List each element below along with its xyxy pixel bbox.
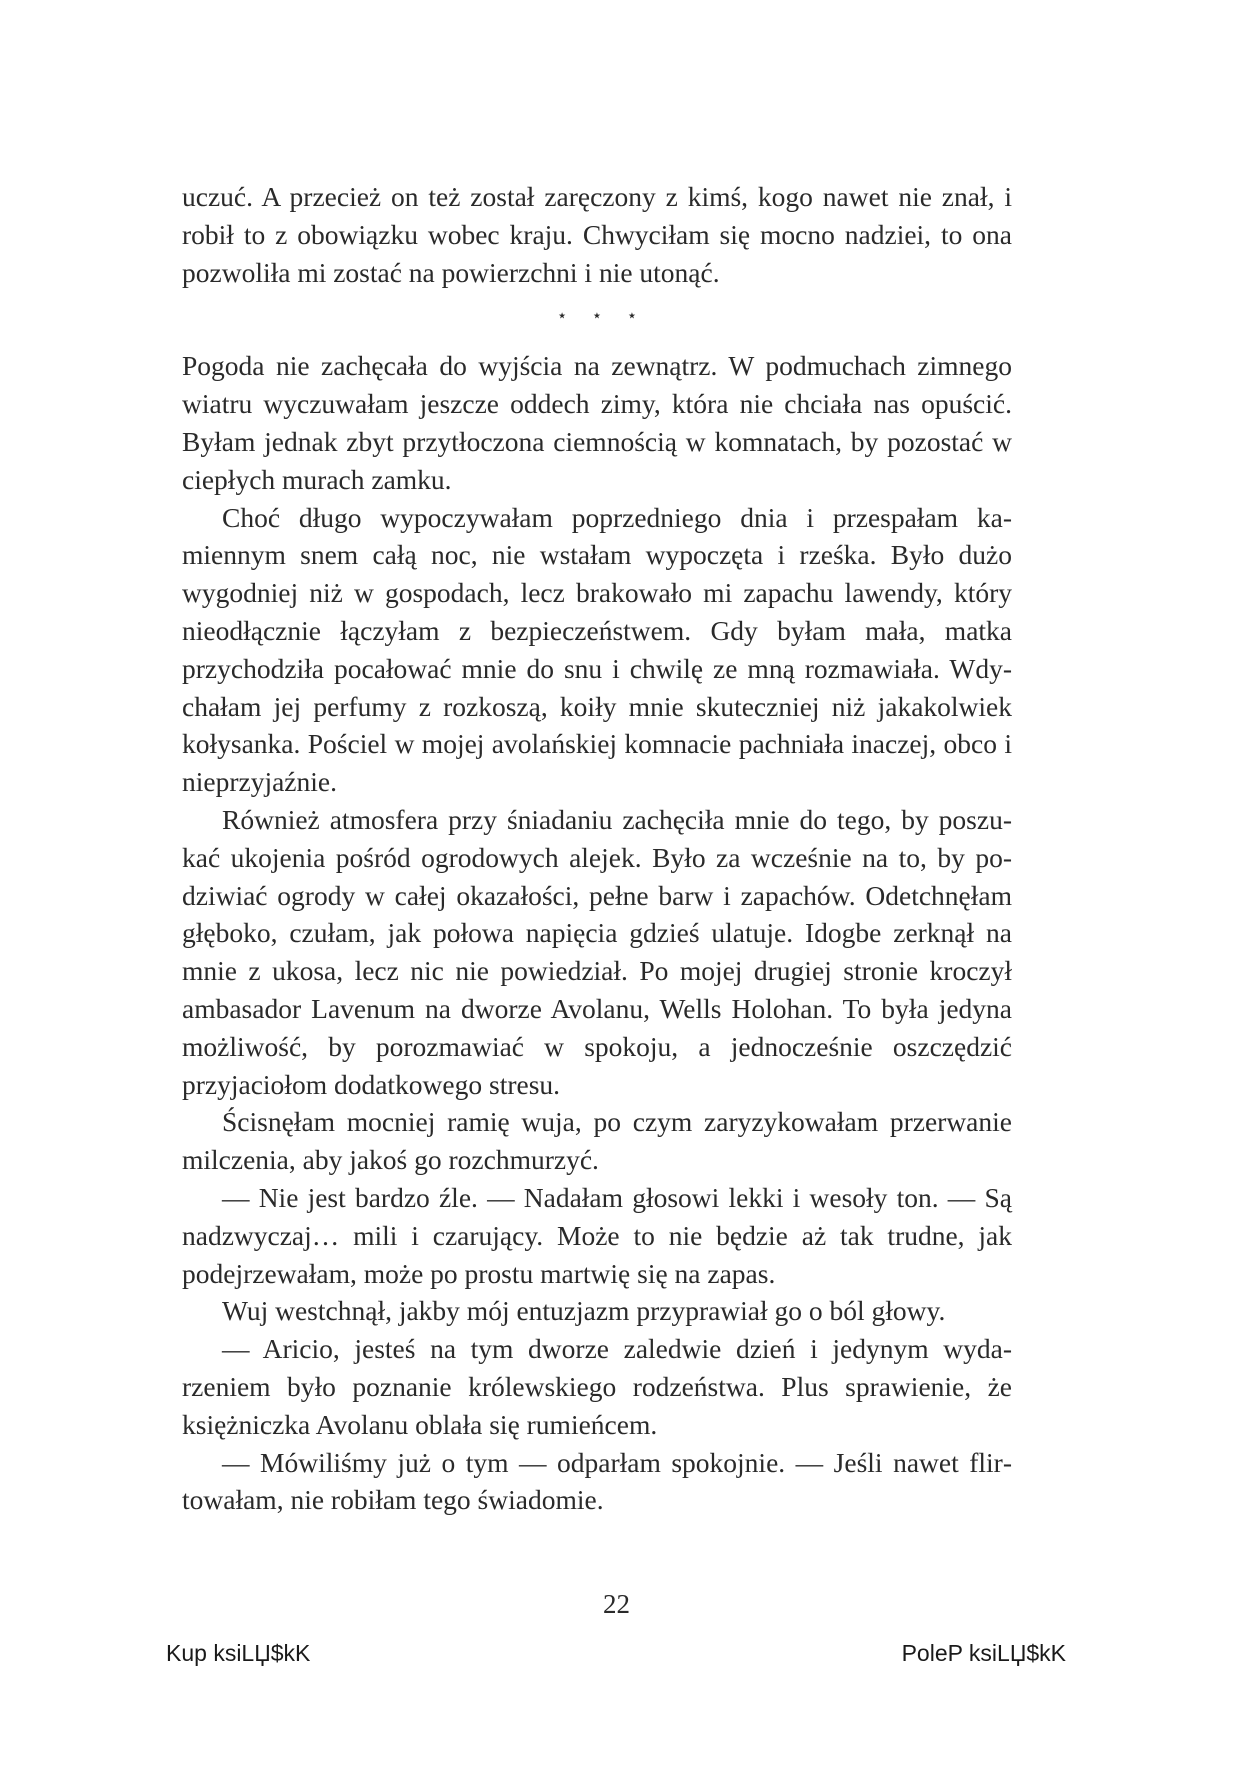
paragraph-4: Również atmosfera przy śniadaniu zachęciła mnie do tego, by poszukać ukojenia pośród ogrodowych alejek. Było za wcześnie na to, by podziwiać ogrody w całej okazałości, pełne barw i zapachów. Odetchnęłam głęboko, czułam, jak połowa napięcia gdzieś ulatuje. Idogbe zerknął na mnie z ukosa, lecz nic nie powiedział. Po mojej drugiej stronie kroczył ambasador Lavenum na dworze Avolanu, Wells Holohan. To była jedyna możliwość, by porozmawiać w spokoju, a jednocześnie oszczędzić przyjaciołom dodatkowego stresu. — [182, 803, 1012, 1100]
paragraph-5: Ścisnęłam mocniej ramię wuja, po czym zaryzykowałam przerwanie milczenia, aby jakoś go rozchmurzyć. — [182, 1106, 1012, 1176]
footer-buy-book-link[interactable]: Kup ksiLЏ$kK — [166, 1640, 311, 1666]
paragraph-8: — Aricio, jesteś na tym dworze zaledwie dzień i jedynym wydarzeniem było poznanie królewskiego rodzeństwa. Plus sprawienie, że księżniczka Avolanu oblała się rumieńcem. — [182, 1333, 1012, 1440]
paragraph-3: Choć długo wypoczywałam poprzedniego dnia i przespałam kamiennym snem całą noc, nie wstałam wypoczęta i rześka. Było dużo wygodniej niż w gospodach, lecz brakowało mi zapachu lawendy, który nieodłącznie łączyłam z bezpieczeństwem. Gdy byłam mała, matka przychodziła pocałować mnie do snu i chwilę ze mną rozmawiała. Wdychałam jej perfumy z rozkoszą, koiły mnie skuteczniej niż jakakolwiek kołysanka. Pościel w mojej avolańskiej komnacie pachniała inaczej, obco i nieprzyjaźnie. — [182, 501, 1012, 798]
footer-recommend-book-link[interactable]: PoleP ksiLЏ$kK — [901, 1640, 1066, 1666]
body-text — [182, 178, 1012, 1519]
page-number: 22 — [603, 1589, 630, 1619]
paragraph-1: uczuć. A przecież on też został zaręczony z kimś, kogo nawet nie znał, i robił to z obowiązku wobec kraju. Chwyciłam się mocno nadziei, to ona pozwoliła mi zostać na powierzchni i nie utonąć. — [182, 181, 1012, 288]
paragraph-7: Wuj westchnął, jakby mój entuzjazm przyprawiał go o ból głowy. — [222, 1295, 946, 1327]
paragraph-6: — Nie jest bardzo źle. — Nadałam głosowi lekki i wesoły ton. — Są nadzwyczaj… mili i czarujący. Może to nie będzie aż tak trudne, jak podejrzewałam, może po prostu martwię się na zapas. — [182, 1181, 1012, 1289]
paragraph-9: — Mówiliśmy już o tym — odparłam spokojnie. — Jeśli nawet flirtowałam, nie robiłam tego świadomie. — [182, 1446, 1012, 1516]
paragraph-2: Pogoda nie zachęcała do wyjścia na zewnątrz. W podmuchach zimnego wiatru wyczuwałam jeszcze oddech zimy, która nie chciała nas opuścić. Byłam jednak zbyt przytłoczona ciemnością w komnatach, by pozostać w ciepłych murach zamku. — [182, 350, 1012, 495]
section-separator: ⋆ ⋆ ⋆ — [556, 306, 648, 326]
